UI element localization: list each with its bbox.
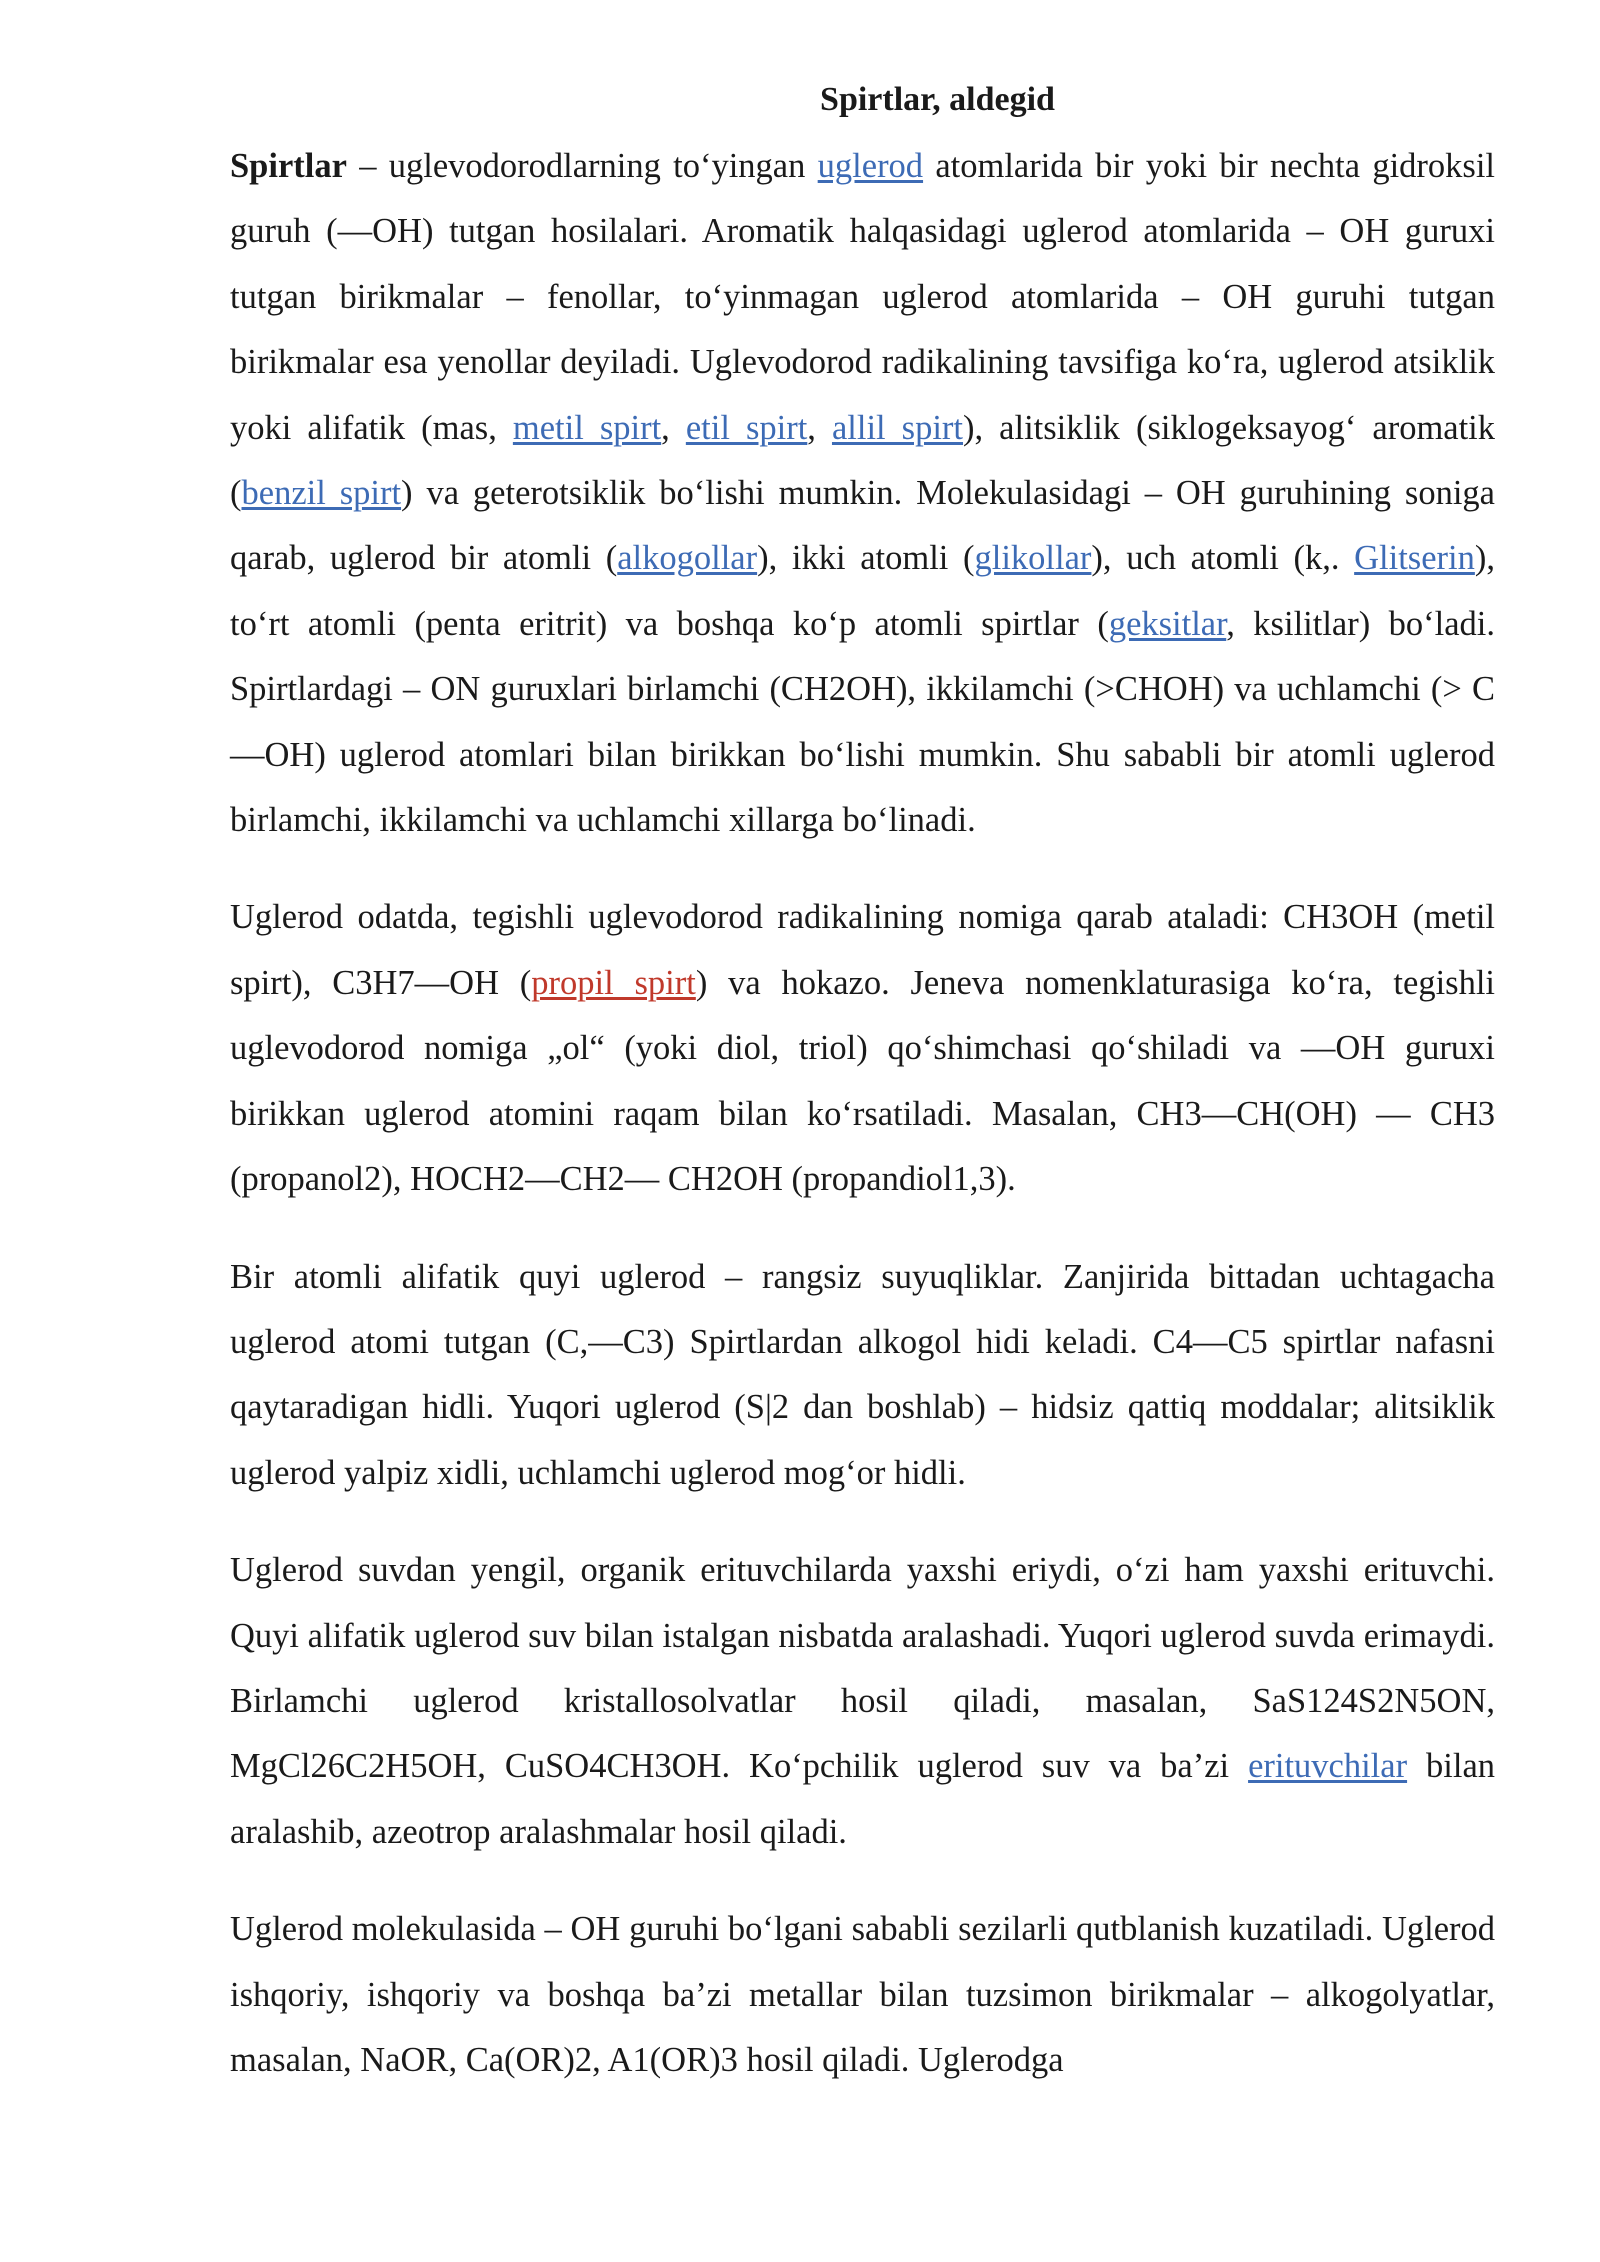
document-title: Spirtlar, aldegid	[820, 81, 1055, 118]
text-run: ) va hokazo. Jeneva nomenklaturasiga ko‘ra, tegishli uglevodorod nomiga „ol“ (yoki diol, triol) qo‘shimchasi qo‘shiladi va —OH guruxi birikkan uglerod atomini raqam bilan ko‘rsatiladi. Masalan, CH3—CH(OH) — CH3 (propanol2), HOCH2—CH2— CH2OH (propandiol1,3).	[230, 963, 1495, 1199]
paragraph-polarity: Uglerod molekulasida – OH guruhi bo‘lgani sababli sezilarli qutblanish kuzatiladi. Uglerod ishqoriy, ishqoriy va boshqa ba’zi metallar bilan tuzsimon birikmalar – alkogolyatlar, masalan, NaOR, Ca(OR)2, A1(OR)3 hosil qiladi. Uglerodga	[230, 1910, 1495, 2079]
link-geksitlar[interactable]: geksitlar	[1108, 604, 1227, 643]
text-run: ), ikki atomli (	[757, 539, 975, 578]
text-run: Uglerod suvdan yengil, organik erituvchilarda yaxshi eriydi, o‘zi ham yaxshi erituvchi. Quyi alifatik uglerod suv bilan istalgan nisbatda aralashadi. Yuqori uglerod suvda erimaydi. Birlamchi uglerod kristallosolvatlar hosil qiladi, masalan, SaS124S2N5ON, MgCl26C2H5OH, CuSO4CH3OH. Ko‘pchilik uglerod suv va ba’zi	[230, 1551, 1495, 1786]
paragraph-definition	[230, 134, 1495, 853]
link-uglerod[interactable]: uglerod	[817, 147, 924, 185]
paragraph-properties: Bir atomli alifatik quyi uglerod – rangsiz suyuqliklar. Zanjirida bittadan uchtagacha uglerod atomi tutgan (C,—C3) Spirtlardan alkogol hidi keladi. C4—C5 spirtlar nafasni qaytaradigan hidli. Yuqori uglerod (S|2 dan boshlab) – hidsiz qattiq moddalar; alitsiklik uglerod yalpiz xidli, uchlamchi uglerod mog‘or hidli.	[230, 1257, 1495, 1492]
link-propil-spirt[interactable]: propil spirt	[531, 963, 696, 1002]
link-metil-spirt[interactable]: metil spirt	[512, 408, 662, 447]
text-run: ), to‘rt atomli (penta eritrit) va boshqa ko‘p atomli spirtlar (	[230, 539, 1495, 643]
text-run: ) va geterotsiklik bo‘lishi mumkin. Molekulasidagi – OH guruhining soniga qarab, uglerod bir atomli (	[230, 474, 1495, 578]
text-run: bilan aralashib, azeotrop aralashmalar hosil qiladi.	[230, 1747, 1496, 1851]
paragraph-solubility	[230, 1538, 1495, 1865]
link-etil-spirt[interactable]: etil spirt	[685, 408, 808, 447]
link-erituvchilar[interactable]: erituvchilar	[1248, 1747, 1408, 1786]
link-allil-spirt[interactable]: allil spirt	[831, 408, 964, 447]
text-run: ,	[661, 408, 686, 447]
link-glitserin[interactable]: Glitserin	[1354, 539, 1475, 578]
text-run: atomlarida bir yoki bir nechta gidroksil guruh (—OH) tutgan hosilalari. Aromatik halqasidagi uglerod atomlarida – OH guruxi tutgan birikmalar – fenollar, to‘yinmagan uglerod atomlarida – OH guruhi tutgan birikmalar esa yenollar deyiladi. Uglevodorod radikalining tavsifiga ko‘ra, uglerod atsiklik yoki alifatik (mas,	[230, 147, 1495, 447]
text-run: – uglevodorodlarning to‘yingan	[346, 147, 818, 185]
text-run: ), uch atomli (k,.	[1091, 539, 1355, 578]
text-run: Uglerod odatda, tegishli uglevodorod radikalining nomiga qarab ataladi: CH3OH (metil spirt), C3H7—OH (	[230, 898, 1495, 1002]
link-alkogollar[interactable]: alkogollar	[617, 539, 758, 578]
link-glikollar[interactable]: glikollar	[974, 539, 1092, 578]
term-spirtlar: Spirtlar	[230, 147, 347, 185]
text-run: , ksilitlar) bo‘ladi. Spirtlardagi – ON guruxlari birlamchi (CH2OH), ikkilamchi (>CHOH) va uchlamchi (> C—OH) uglerod atomlari bilan birikkan bo‘lishi mumkin. Shu sababli bir atomli uglerod birlamchi, ikkilamchi va uchlamchi xillarga bo‘linadi.	[230, 604, 1495, 840]
link-benzil-spirt[interactable]: benzil spirt	[241, 474, 402, 513]
text-run: ,	[807, 408, 832, 447]
paragraph-naming	[230, 885, 1495, 1212]
text-run: ), alitsiklik (siklogeksayog‘ aromatik (	[230, 408, 1496, 513]
